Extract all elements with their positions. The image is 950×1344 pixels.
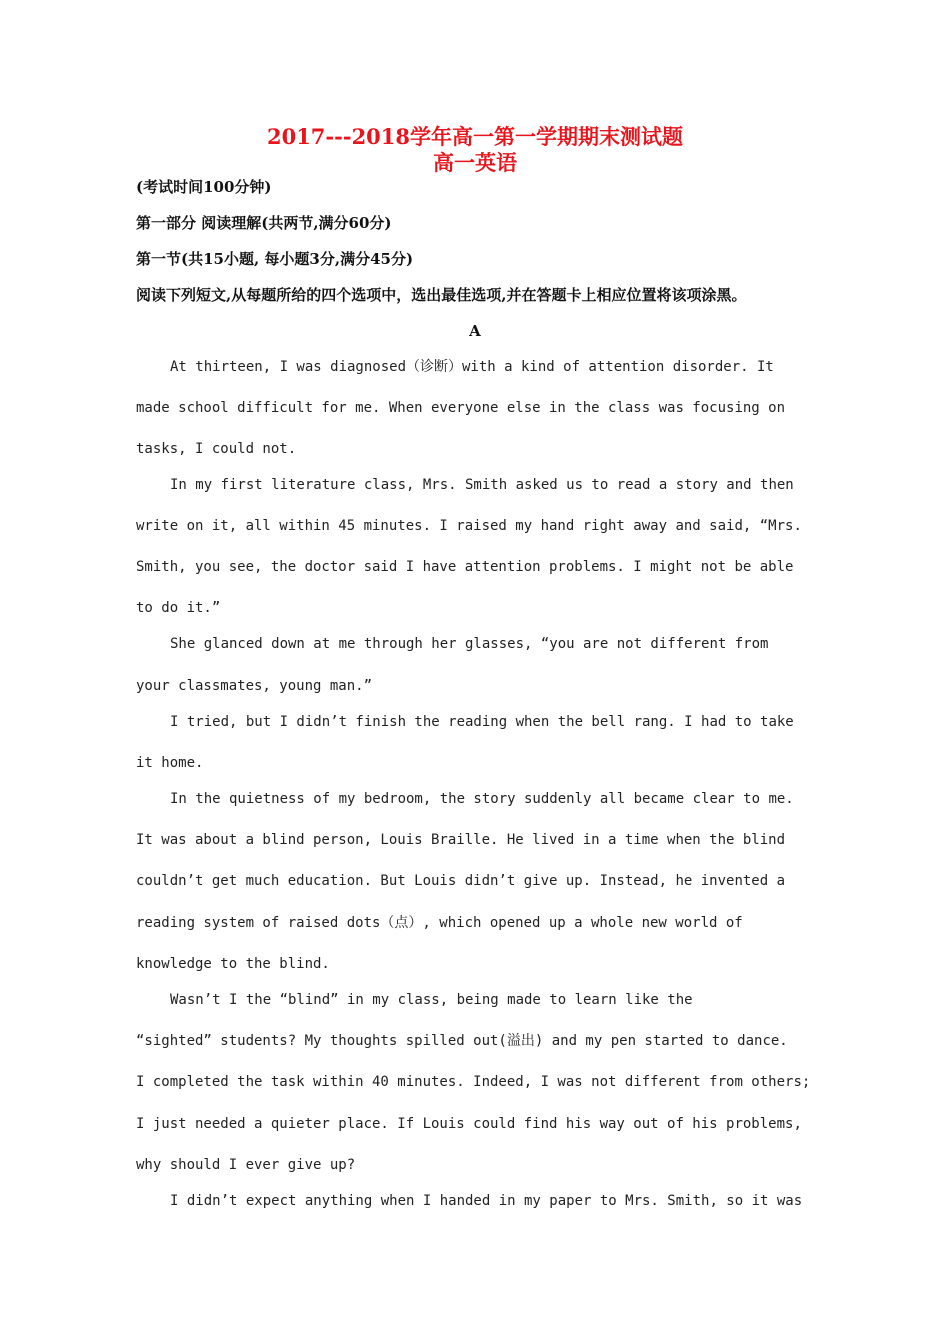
- passage-line: knowledge to the blind.: [136, 956, 330, 972]
- passage-line: tasks, I could not.: [136, 441, 297, 457]
- passage-line: I didn’t expect anything when I handed in my paper to Mrs. Smith, so it was: [170, 1193, 803, 1209]
- passage-line: write on it, all within 45 minutes. I raised my hand right away and said, “Mrs.: [136, 518, 802, 534]
- exam-subtitle: 高一英语: [433, 150, 517, 175]
- passage-line: I just needed a quieter place. If Louis could find his way out of his problems,: [136, 1116, 802, 1132]
- passage-line: I tried, but I didn’t finish the reading when the bell rang. I had to take: [170, 714, 794, 730]
- passage-line: why should I ever give up?: [136, 1157, 356, 1173]
- passage-line: your classmates, young man.”: [136, 678, 373, 694]
- passage-line: reading system of raised dots（点）, which opened up a whole new world of: [136, 915, 743, 931]
- passage-line: She glanced down at me through her glasses, “you are not different from: [170, 636, 769, 652]
- instruction-text: 阅读下列短文,从每题所给的四个选项中，选出最佳选项,并在答题卡上相应位置将该项涂黑。: [136, 286, 747, 304]
- passage-line: made school difficult for me. When everyone else in the class was focusing on: [136, 400, 786, 416]
- passage-line: Smith, you see, the doctor said I have attention problems. I might not be able: [136, 559, 794, 575]
- passage-line: Wasn’t I the “blind” in my class, being made to learn like the: [170, 992, 693, 1008]
- passage-line: “sighted” students? My thoughts spilled out(溢出) and my pen started to dance.: [136, 1033, 788, 1049]
- passage-line: couldn’t get much education. But Louis didn’t give up. Instead, he invented a: [136, 873, 786, 889]
- passage-line: At thirteen, I was diagnosed（诊断）with a kind of attention disorder. It: [170, 359, 774, 375]
- section-heading: 第一节(共15小题, 每小题3分,满分45分): [136, 250, 414, 268]
- passage-line: to do it.”: [136, 600, 221, 616]
- passage-line: In the quietness of my bedroom, the story suddenly all became clear to me.: [170, 791, 794, 807]
- part-heading: 第一部分 阅读理解(共两节,满分60分): [136, 214, 392, 232]
- passage-line: I completed the task within 40 minutes. Indeed, I was not different from others;: [136, 1074, 811, 1090]
- passage-letter: A: [469, 322, 481, 340]
- passage-line: it home.: [136, 755, 204, 771]
- passage-line: In my first literature class, Mrs. Smith asked us to read a story and then: [170, 477, 794, 493]
- exam-time: (考试时间100分钟): [136, 178, 272, 196]
- exam-title: 2017---2018学年高一第一学期期末测试题: [266, 124, 684, 149]
- passage-line: It was about a blind person, Louis Braille. He lived in a time when the blind: [136, 832, 786, 848]
